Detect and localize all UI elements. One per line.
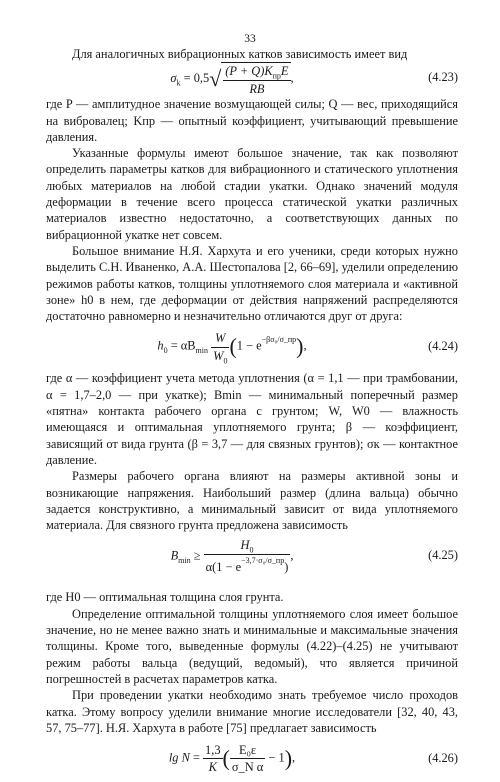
paragraph: При проведении укатки необходимо знать требуемое число проходов катка. Этому вопросу уделили внимание многие исследователи [32, 40, 43, 57, 75–77]. Н.Я. Хархута в работе [75] предлагает зависимость bbox=[46, 688, 458, 735]
page-number: 33 bbox=[244, 33, 256, 45]
page-body bbox=[46, 46, 458, 782]
equation-4-24 bbox=[46, 324, 458, 370]
equation-number: (4.25) bbox=[428, 548, 458, 563]
paragraph: где H0 — оптимальная толщина слоя грунта. bbox=[46, 590, 284, 605]
paragraph: где P — амплитудное значение возмущающей силы; Q — вес, приходящийся на вибровалец; Kпр — опытный коэффициент, учитывающий превышение давления. bbox=[46, 97, 458, 144]
paragraph: Большое внимание Н.Я. Хархута и его ученики, среди которых нужно выделить С.Н. Иваненко, А.А. Шестопалова [2, 66–69], уделили определению режимов работы катков, толщины уплотняемого слоя материала и «активной зоне» h0 в нем, где деформации от действия напряжений распределяются достаточно равномерно и незначительно отличаются друг от друга: bbox=[46, 243, 458, 324]
paragraph: Размеры рабочего органа влияют на размеры активной зоны и возникающие напряжения. Наибольший размер (длина вальца) обычно задается конструктивно, а минимальный зависит от вида уплотняемого материала. Для связного грунта предложена зависимость bbox=[46, 469, 458, 533]
paragraph: Для аналогичных вибрационных катков зависимость имеет вид bbox=[72, 47, 408, 61]
equation-number: (4.23) bbox=[428, 70, 458, 85]
equation-4-26 bbox=[46, 736, 458, 782]
paragraph: Указанные формулы имеют большое значение, так как позволяют определить параметры катков для вибрационного и статического уплотнения любых материалов на любой стадии укатки. Однако значений модуля деформации в течение всего процесса статической укатки различных материалов известно недостаточно, а соответствующих данных по вибрационной укатке нет совсем. bbox=[46, 146, 458, 242]
paragraph: где α — коэффициент учета метода уплотнения (α = 1,1 — при трамбовании, α = 1,7–2,0 — при укатке); Bmin — минимальный поперечный размер «пятна» контакта рабочего органа с грунтом; W, W0 — влажность имеющаяся и оптимальная уплотняемого грунта; β — коэффициент, зависящий от вида грунта (β = 3,7 — для связных грунтов); σк — контактное давление. bbox=[46, 371, 458, 467]
formula: $B_{min}$ ≥ $\frac{H_0}{\alpha(1 - e^{-3,7\cdot\sigma_0/\sigma\_пр})}$ , bbox=[170, 538, 294, 574]
paragraph: Определение оптимальной толщины уплотняемого слоя имеет большое значение, но не менее важно знать и минимальные и максимальные значения толщины. Кроме того, выведенные формулы (4.22)–(4.25) не учитывают режим работы вальца (ведущий, ведомый), что является причиной погрешностей в расчетах параметров катка. bbox=[46, 606, 458, 686]
equation-number: (4.26) bbox=[428, 751, 458, 766]
equation-number: (4.24) bbox=[428, 339, 458, 354]
equation-4-23 bbox=[46, 62, 458, 96]
formula: $\sigma_k = 0,5√$ $\frac{(P + Q)K_{пр}E}{RB}$ , bbox=[170, 64, 294, 96]
equation-4-25 bbox=[46, 533, 458, 589]
formula: lg N = $\frac{1,3}{K}$ ( $\frac{\text{E₀ε}}{\text{σ\_N α}}$ − 1), bbox=[168, 743, 296, 775]
formula: $h_0 = \alpha B_{min}$ $\frac{W}{W_0}$ $(1 - e^{-\beta\sigma_0/\sigma\_пр})$, bbox=[157, 331, 307, 366]
